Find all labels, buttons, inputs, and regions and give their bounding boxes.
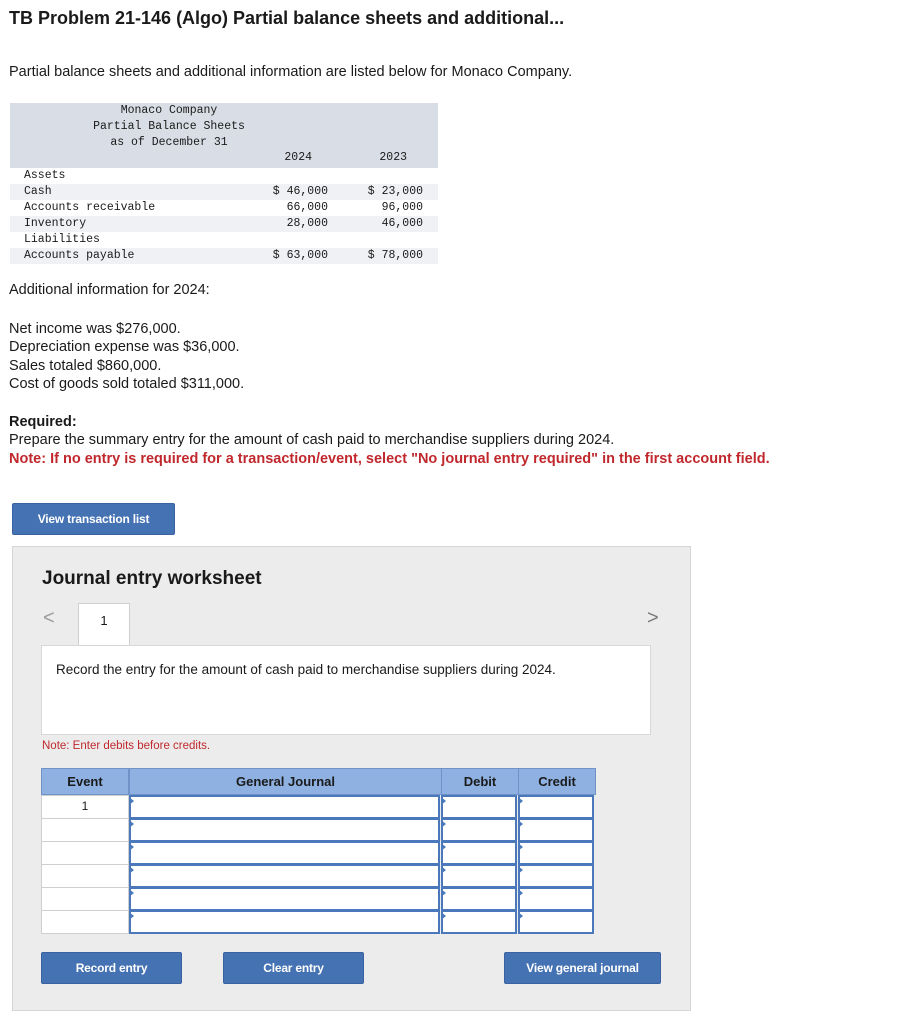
record-entry-button[interactable]: Record entry	[41, 952, 182, 984]
dropdown-marker-icon	[441, 866, 446, 874]
instruction-text: Record the entry for the amount of cash paid to merchandise suppliers during 2024.	[56, 662, 556, 677]
event-cell	[41, 887, 129, 911]
dropdown-marker-icon	[129, 889, 134, 897]
table-row	[41, 795, 595, 818]
credit-input[interactable]	[518, 910, 594, 934]
statement-date: as of December 31	[110, 136, 228, 149]
value-2023: 46,000	[381, 217, 423, 230]
dropdown-marker-icon	[518, 820, 523, 828]
account-input[interactable]	[129, 887, 440, 911]
event-cell: 1	[41, 795, 129, 819]
value-2024: $ 63,000	[272, 249, 328, 262]
account-input[interactable]	[129, 910, 440, 934]
row-label: Accounts receivable	[24, 201, 156, 214]
row-label: Accounts payable	[24, 249, 135, 262]
dropdown-marker-icon	[441, 889, 446, 897]
clear-entry-button[interactable]: Clear entry	[223, 952, 364, 984]
tab-entry-1[interactable]: 1	[78, 603, 130, 648]
credit-input[interactable]	[518, 795, 594, 819]
table-row	[10, 200, 438, 216]
event-header: Event	[41, 768, 129, 795]
instruction-box	[41, 645, 651, 735]
list-item: Depreciation expense was $36,000.	[9, 339, 240, 356]
table-row	[10, 248, 438, 264]
chevron-left-icon[interactable]: <	[43, 607, 55, 629]
list-item: Sales totaled $860,000.	[9, 357, 162, 374]
debit-input[interactable]	[441, 864, 517, 888]
chevron-right-icon[interactable]: >	[647, 607, 659, 629]
account-input[interactable]	[129, 864, 440, 888]
view-transaction-list-button[interactable]: View transaction list	[12, 503, 175, 535]
account-input[interactable]	[129, 795, 440, 819]
balance-sheet-table	[10, 103, 438, 264]
dropdown-marker-icon	[441, 912, 446, 920]
debit-input[interactable]	[441, 795, 517, 819]
balance-sheet-header	[10, 103, 438, 168]
year-2024-header: 2024	[284, 151, 312, 164]
dropdown-marker-icon	[441, 820, 446, 828]
value-2023: $ 78,000	[367, 249, 423, 262]
debit-input[interactable]	[441, 910, 517, 934]
table-row	[41, 864, 595, 887]
event-cell	[41, 841, 129, 865]
dropdown-marker-icon	[441, 797, 446, 805]
worksheet-note: Note: Enter debits before credits.	[42, 740, 211, 752]
debit-header: Debit	[441, 768, 519, 795]
table-row	[41, 818, 595, 841]
list-item: Cost of goods sold totaled $311,000.	[9, 375, 245, 392]
page-title: TB Problem 21-146 (Algo) Partial balance sheets and additional...	[9, 8, 565, 28]
debit-input[interactable]	[441, 841, 517, 865]
credit-input[interactable]	[518, 864, 594, 888]
row-label: Liabilities	[24, 233, 100, 246]
debit-input[interactable]	[441, 887, 517, 911]
dropdown-marker-icon	[129, 797, 134, 805]
event-cell	[41, 818, 129, 842]
dropdown-marker-icon	[518, 889, 523, 897]
credit-input[interactable]	[518, 841, 594, 865]
row-label: Assets	[24, 169, 66, 182]
table-row	[10, 216, 438, 232]
table-row	[10, 168, 438, 184]
worksheet-title: Journal entry worksheet	[42, 568, 262, 589]
statement-name: Partial Balance Sheets	[93, 120, 245, 133]
table-row	[41, 841, 595, 864]
credit-header: Credit	[518, 768, 596, 795]
list-item: Net income was $276,000.	[9, 321, 181, 337]
journal-table-header	[41, 768, 595, 794]
table-row	[41, 887, 595, 910]
event-cell	[41, 910, 129, 934]
value-2023: $ 23,000	[367, 185, 423, 198]
dropdown-marker-icon	[129, 843, 134, 851]
journal-entry-worksheet	[12, 546, 691, 1011]
value-2024: $ 46,000	[272, 185, 328, 198]
required-text: Prepare the summary entry for the amount of cash paid to merchandise suppliers during 2024.	[9, 432, 615, 448]
dropdown-marker-icon	[441, 843, 446, 851]
table-row	[41, 910, 595, 933]
year-2023-header: 2023	[379, 151, 407, 164]
dropdown-marker-icon	[129, 912, 134, 920]
dropdown-marker-icon	[129, 866, 134, 874]
value-2024: 66,000	[286, 201, 328, 214]
value-2024: 28,000	[286, 217, 328, 230]
account-input[interactable]	[129, 841, 440, 865]
additional-info-heading: Additional information for 2024:	[9, 282, 210, 298]
credit-input[interactable]	[518, 887, 594, 911]
intro-text: Partial balance sheets and additional information are listed below for Monaco Company.	[9, 64, 573, 80]
table-row	[10, 232, 438, 248]
dropdown-marker-icon	[518, 866, 523, 874]
general-journal-header: General Journal	[129, 768, 442, 795]
company-name: Monaco Company	[120, 104, 218, 117]
required-note: Note: If no entry is required for a transaction/event, select "No journal entry required" in the first account field.	[9, 451, 770, 467]
event-cell	[41, 864, 129, 888]
dropdown-marker-icon	[129, 820, 134, 828]
account-input[interactable]	[129, 818, 440, 842]
table-row	[10, 184, 438, 200]
row-label: Inventory	[24, 217, 87, 230]
view-general-journal-button[interactable]: View general journal	[504, 952, 661, 984]
debit-input[interactable]	[441, 818, 517, 842]
dropdown-marker-icon	[518, 843, 523, 851]
credit-input[interactable]	[518, 818, 594, 842]
value-2023: 96,000	[381, 201, 423, 214]
dropdown-marker-icon	[518, 912, 523, 920]
dropdown-marker-icon	[518, 797, 523, 805]
additional-info-list	[9, 320, 244, 393]
row-label: Cash	[24, 185, 52, 198]
required-label: Required:	[9, 414, 77, 430]
